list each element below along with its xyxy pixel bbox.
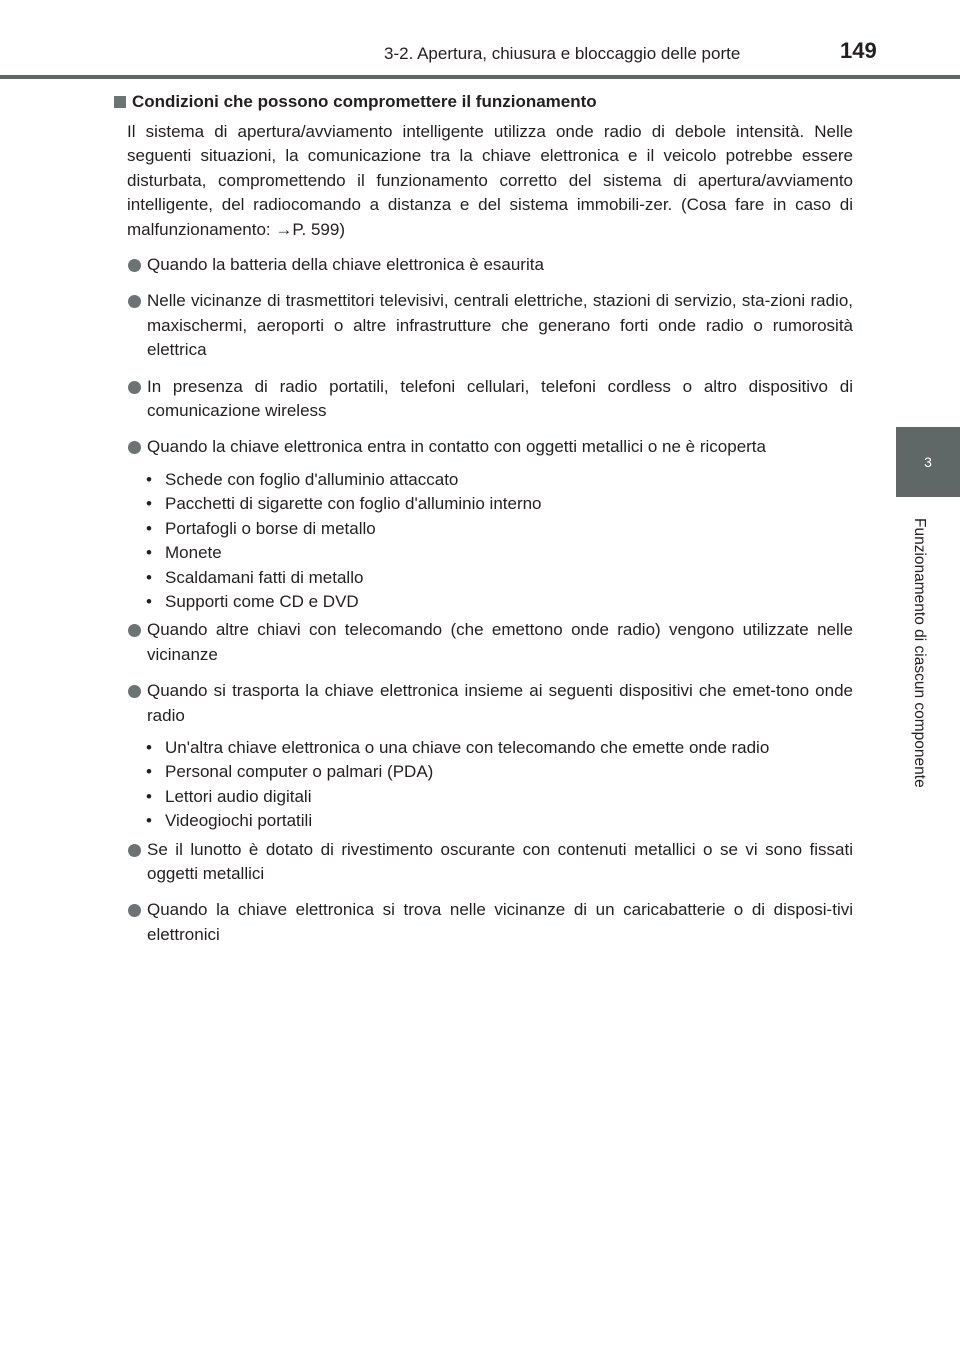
list-item-text: Quando la batteria della chiave elettronica è esaurita (147, 255, 544, 275)
circle-bullet-icon (128, 259, 141, 272)
chapter-number: 3 (924, 454, 932, 470)
header-rule (0, 75, 960, 79)
sublist-item (112, 492, 853, 516)
square-bullet-icon (114, 96, 126, 108)
sublist-item-text: Lettori audio digitali (165, 786, 312, 806)
sublist-item-text: Videogiochi portatili (165, 811, 313, 831)
sublist-item (112, 590, 853, 614)
sub-bullet-glyph: • (146, 469, 152, 489)
sublist-item-text: Pacchetti di sigarette con foglio d'alluminio interno (165, 494, 542, 514)
page-number: 149 (840, 38, 877, 63)
list-item (112, 618, 853, 667)
circle-bullet-icon (128, 295, 141, 308)
list-item (112, 838, 853, 887)
chapter-tab (896, 427, 960, 497)
radio-devices-sublist (112, 736, 853, 834)
list-item (112, 435, 853, 459)
section-heading-text: Condizioni che possono compromettere il funzionamento (132, 92, 597, 111)
sublist-item-text: Scaldamani fatti di metallo (165, 567, 364, 587)
sub-bullet-glyph: • (146, 591, 152, 611)
sub-bullet-glyph: • (146, 543, 152, 563)
sublist-item (112, 760, 853, 784)
sublist-item-text: Supporti come CD e DVD (165, 591, 359, 611)
sub-bullet-glyph: • (146, 494, 152, 514)
conditions-list (112, 253, 853, 947)
header-section-title: 3-2. Apertura, chiusura e bloccaggio delle porte (384, 44, 741, 63)
sublist-item (112, 541, 853, 565)
list-item (112, 679, 853, 728)
sub-bullet-glyph: • (146, 786, 152, 806)
list-item-text: Nelle vicinanze di trasmettitori televisivi, centrali elettriche, stazioni di servizio, sta-zioni radio, maxischermi, aeroporti o altre infrastrutture che generano forti onde radio o rumorosità elettrica (147, 291, 853, 360)
circle-bullet-icon (128, 441, 141, 454)
sub-bullet-glyph: • (146, 762, 152, 782)
circle-bullet-icon (128, 844, 141, 857)
list-item-text: Quando si trasporta la chiave elettronica insieme ai seguenti dispositivi che emet-tono onde radio (147, 681, 853, 725)
list-item (112, 375, 853, 424)
sublist-container (112, 736, 853, 834)
metal-objects-sublist (112, 468, 853, 614)
sublist-item-text: Un'altra chiave elettronica o una chiave con telecomando che emette onde radio (165, 737, 770, 757)
list-item (112, 289, 853, 362)
list-item (112, 253, 853, 277)
list-item-text: Quando altre chiavi con telecomando (che emettono onde radio) vengono utilizzate nelle vicinanze (147, 620, 853, 664)
sublist-item-text: Portafogli o borse di metallo (165, 518, 376, 538)
sublist-item (112, 809, 853, 833)
sub-bullet-glyph: • (146, 737, 152, 757)
sublist-item (112, 736, 853, 760)
sublist-item (112, 566, 853, 590)
section-intro: Il sistema di apertura/avviamento intelligente utilizza onde radio di debole intensità. Nelle seguenti situazioni, la comunicazione tra la chiave elettronica e il veicolo potrebbe essere disturbata, compromettendo il funzionamento corretto del sistema di apertura/avviamento intelligente, del radiocomando a distanza e del sistema immobili-zer. (Cosa fare in caso di malfunzionamento: →P. 599) (127, 122, 853, 239)
list-item-text: Se il lunotto è dotato di rivestimento oscurante con contenuti metallici o se vi sono fissati oggetti metallici (147, 839, 853, 883)
sub-bullet-glyph: • (146, 811, 152, 831)
circle-bullet-icon (128, 624, 141, 637)
sublist-item-text: Personal computer o palmari (PDA) (165, 762, 434, 782)
page-header (0, 0, 960, 80)
sublist-container (112, 468, 853, 614)
circle-bullet-icon (128, 381, 141, 394)
list-item-text: Quando la chiave elettronica si trova nelle vicinanze di un caricabatterie o di disposi-tivi elettronici (147, 900, 853, 944)
sub-bullet-glyph: • (146, 567, 152, 587)
sublist-item-text: Monete (165, 543, 222, 563)
list-item-text: Quando la chiave elettronica entra in contatto con oggetti metallici o ne è ricoperta (147, 437, 766, 457)
sublist-item-text: Schede con foglio d'alluminio attaccato (165, 469, 459, 489)
sublist-item (112, 517, 853, 541)
list-item (112, 898, 853, 947)
page-content (112, 90, 853, 947)
sub-bullet-glyph: • (146, 518, 152, 538)
list-item-text: In presenza di radio portatili, telefoni cellulari, telefoni cordless o altro dispositivo di comunicazione wireless (147, 376, 853, 421)
circle-bullet-icon (128, 904, 141, 917)
section-heading (112, 90, 853, 114)
chapter-title: Funzionamento di ciascun componente (911, 518, 928, 788)
sublist-item (112, 785, 853, 809)
circle-bullet-icon (128, 685, 141, 698)
sublist-item (112, 468, 853, 492)
